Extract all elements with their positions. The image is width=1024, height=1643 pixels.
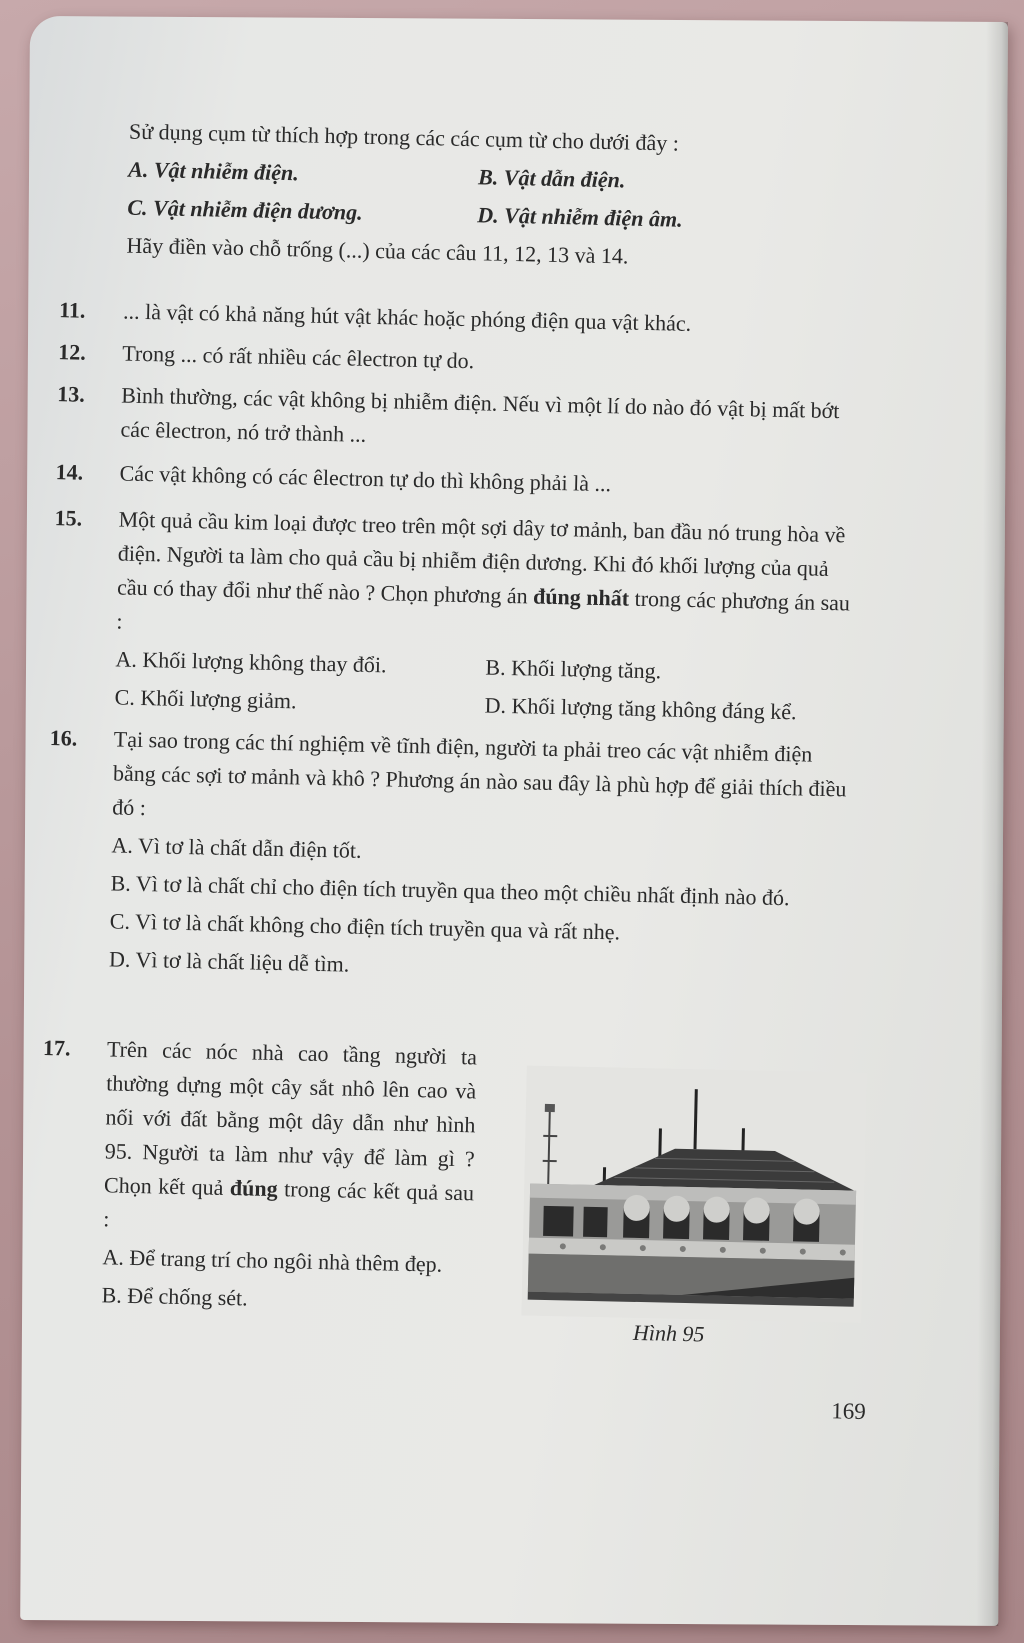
question-number: 15. [54,505,83,531]
choice-d: D. Vì tơ là chất liệu dễ tìm. [108,946,350,977]
intro-block [126,115,809,278]
question-number: 11. [58,297,86,323]
choice-b: B. Khối lượng tăng. [485,654,662,684]
intro-instruction: Sử dụng cụm từ thích hợp trong các các cụm từ cho dưới đây : [128,118,680,156]
question-number: 12. [57,339,87,365]
choice-d: D. Khối lượng tăng không đáng kể. [484,692,797,725]
question-number: 14. [55,459,84,485]
choice-a: A. Để trang trí cho ngôi nhà thêm đẹp. [102,1244,443,1277]
answer-choices [101,1240,472,1320]
choice-a: A. Vì tơ là chất dẫn điện tốt. [111,832,362,863]
phrase-option-c: C. Vật nhiễm điện dương. [127,194,363,225]
fill-instruction: Hãy điền vào chỗ trống (...) của các câu 11, 12, 13 và 14. [126,232,629,269]
question-number: 17. [42,1034,71,1061]
question-text: Tại sao trong các thí nghiệm về tĩnh điện, người ta phải treo các vật nhiễm điện bằng các sợi tơ mảnh và khô ? Phương án nào sau đây là phù hợp để giải thích điều đó : [112,726,847,821]
book-page [20,16,1008,1626]
page-content [0,14,1009,1639]
figure-caption: Hình 95 [632,1319,705,1347]
phrase-option-b: B. Vật dẫn điện. [477,164,626,193]
question-16 [45,721,850,996]
question-13 [56,377,857,462]
question-text: ... là vật có khả năng hút vật khác hoặc phóng điện qua vật khác. [122,298,692,336]
answer-choices [109,828,848,992]
phrase-option-d: D. Vật nhiễm điện âm. [477,202,683,232]
question-text: Bình thường, các vật không bị nhiễm điện. Nếu vì một lí do nào đó vật bị mất bớt các êlectron, nó trở thành ... [120,382,840,447]
choice-c: C. Vì tơ là chất không cho điện tích truyền qua và rất nhẹ. [109,908,621,945]
question-text: Một quả cầu kim loại được treo trên một sợi dây tơ mảnh, ban đầu nó trung hòa về điện. Người ta làm cho quả cầu bị nhiễm điện dương. Khi đó khối lượng của quả cầu có thay đổi như thế nào ? Chọn phương án đúng nhất trong các phương án sau : [116,506,851,634]
page-number: 169 [831,1398,867,1424]
choice-a: A. Khối lượng không thay đổi. [115,646,387,678]
question-text: Trong ... có rất nhiều các êlectron tự do. [121,340,475,374]
choice-b: B. Để chống sét. [101,1282,248,1311]
question-number: 16. [49,725,78,751]
question-14 [55,455,856,506]
question-number: 13. [57,381,86,407]
choice-b: B. Vì tơ là chất chỉ cho điện tích truyền qua theo một chiều nhất định nào đó. [110,870,790,911]
phrase-options [127,153,808,240]
answer-choices [114,642,851,730]
question-15 [50,501,854,730]
question-text: Trên các nóc nhà cao tầng người ta thường dựng một cây sắt nhô lên cao và nối với đất bằng một dây dẫn như hình 95. Người ta làm như vậy để làm gì ? Chọn kết quả đúng trong các kết quả sau : [103,1036,478,1232]
choice-c: C. Khối lượng giảm. [114,684,297,714]
phrase-option-a: A. Vật nhiễm điện. [127,156,300,186]
question-text: Các vật không có các êlectron tự do thì không phải là ... [119,460,612,497]
